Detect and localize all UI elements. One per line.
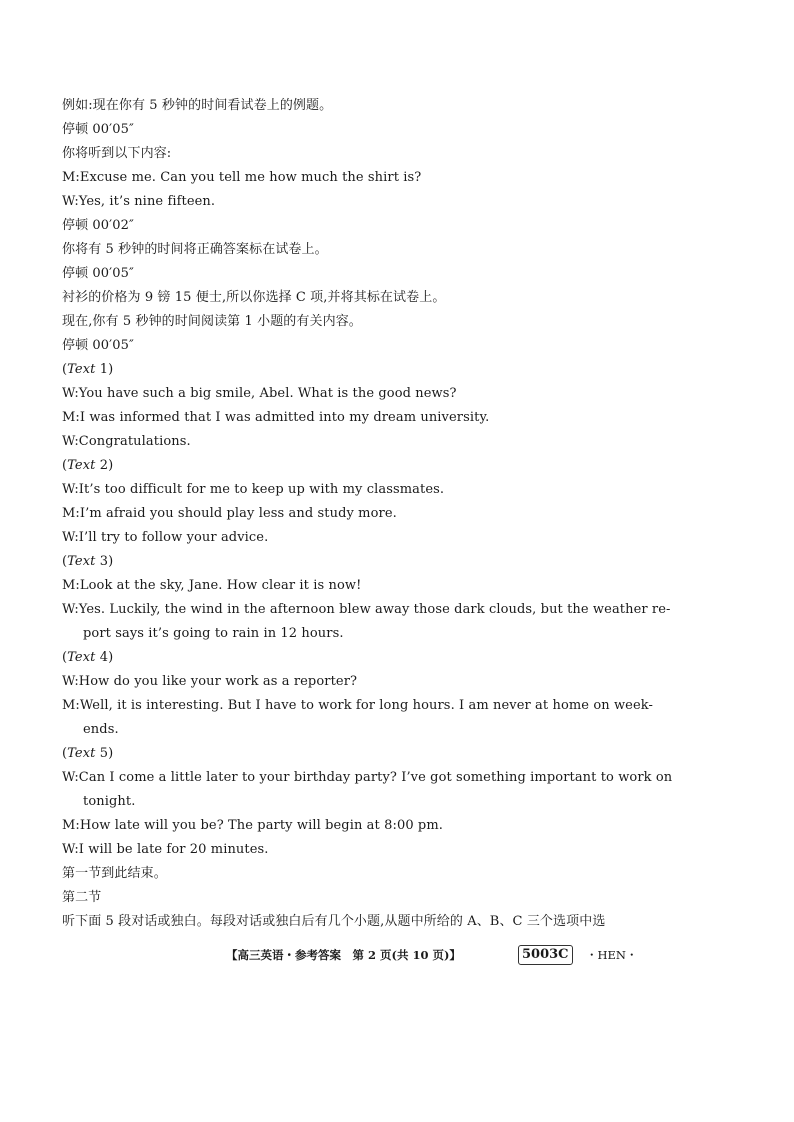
text-heading: (Text 1)	[62, 362, 114, 377]
text-line: 例如:现在你有 5 秒钟的时间看试卷上的例题。	[62, 98, 333, 113]
text-heading: (Text 5)	[62, 746, 114, 761]
instruction-line: 听下面 5 段对话或独白。每段对话或独白后有几个小题,从题中所给的 A、B、C 三个选项中选	[62, 914, 606, 929]
text-heading: (Text 2)	[62, 458, 114, 473]
dialogue-line: W:You have such a big smile, Abel. What is the good news?	[62, 386, 457, 401]
dialogue-line: M:I’m afraid you should play less and study more.	[62, 506, 397, 521]
pause-line: 停顿 00′05″	[62, 338, 134, 353]
text-line: 衬衫的价格为 9 镑 15 便士,所以你选择 C 项,并将其标在试卷上。	[62, 290, 446, 305]
dialogue-continuation: ends.	[83, 722, 119, 737]
dialogue-line: M:Look at the sky, Jane. How clear it is now!	[62, 578, 362, 593]
dialogue-line: W:Yes. Luckily, the wind in the afternoon blew away those dark clouds, but the weather re-	[62, 602, 671, 617]
text-line: 你将有 5 秒钟的时间将正确答案标在试卷上。	[62, 242, 328, 257]
text-heading: (Text 4)	[62, 650, 114, 665]
dialogue-line: W:Can I come a little later to your birthday party? I’ve got something important to work on	[62, 770, 673, 785]
dialogue-line: M:How late will you be? The party will begin at 8:00 pm.	[62, 818, 443, 833]
section-end-line: 第一节到此结束。	[62, 866, 167, 881]
dialogue-line: W:I’ll try to follow your advice.	[62, 530, 269, 545]
text-line: 你将听到以下内容:	[62, 146, 172, 161]
dialogue-line: W:Congratulations.	[62, 434, 191, 449]
section-heading: 第二节	[62, 890, 102, 905]
dialogue-continuation: port says it’s going to rain in 12 hours.	[83, 626, 344, 641]
footer-region-code: ・HEN・	[586, 948, 638, 962]
dialogue-line: W:I will be late for 20 minutes.	[62, 842, 269, 857]
document-body	[62, 94, 673, 934]
paper-code-badge: 5003C	[518, 945, 573, 965]
dialogue-line: W:It’s too difficult for me to keep up with my classmates.	[62, 482, 445, 497]
dialogue-line: M:Excuse me. Can you tell me how much the shirt is?	[62, 170, 422, 185]
page-footer	[226, 944, 646, 966]
dialogue-line: M:Well, it is interesting. But I have to work for long hours. I am never at home on week-	[62, 698, 654, 713]
dialogue-line: W:How do you like your work as a reporter?	[62, 674, 358, 689]
footer-title: 【高三英语・参考答案 第 2 页(共 10 页)】	[226, 948, 461, 962]
dialogue-line: M:I was informed that I was admitted into my dream university.	[62, 410, 490, 425]
pause-line: 停顿 00′05″	[62, 122, 134, 137]
pause-line: 停顿 00′02″	[62, 218, 134, 233]
dialogue-continuation: tonight.	[83, 794, 136, 809]
pause-line: 停顿 00′05″	[62, 266, 134, 281]
text-line: 现在,你有 5 秒钟的时间阅读第 1 小题的有关内容。	[62, 314, 362, 329]
text-heading: (Text 3)	[62, 554, 114, 569]
dialogue-line: W:Yes, it’s nine fifteen.	[62, 194, 216, 209]
